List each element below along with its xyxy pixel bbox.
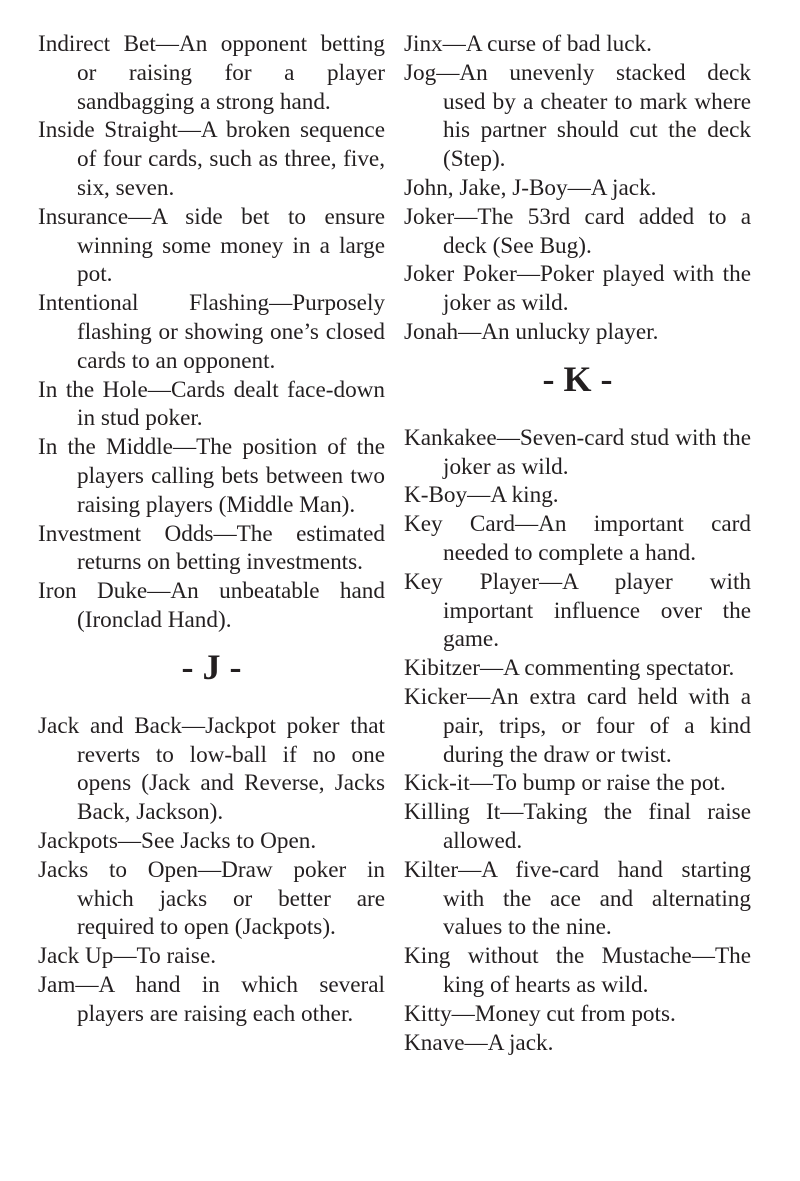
em-dash-separator: — [458, 318, 482, 345]
glossary-entry [38, 942, 385, 971]
em-dash-separator: — [177, 117, 201, 144]
glossary-entry [404, 798, 751, 856]
right-column [404, 30, 751, 1057]
em-dash-separator: — [147, 578, 171, 605]
entry-definition: An unbeatable hand (Ironclad Hand). [77, 578, 385, 633]
em-dash-separator: — [496, 424, 520, 451]
glossary-entry [38, 289, 385, 375]
entry-definition: An opponent betting or raising for a player sandbagging a strong hand. [77, 31, 385, 115]
entry-definition: The position of the players calling bets between two raising players (Middle Man). [77, 434, 386, 518]
entry-definition: A five-card hand starting with the ace and alternating values to the nine. [443, 856, 751, 941]
entry-term: In the Middle [38, 434, 173, 461]
entry-list-k [404, 424, 751, 1058]
glossary-entry [38, 520, 385, 578]
glossary-entry [404, 942, 751, 1000]
entry-term: Jog [404, 59, 437, 86]
em-dash-separator: — [436, 59, 460, 86]
em-dash-separator: — [442, 31, 466, 57]
entry-term: Key Player [404, 568, 539, 595]
glossary-entry [38, 971, 385, 1029]
entry-definition: Poker played with the joker as wild. [443, 261, 751, 317]
entry-definition: An extra card held with a pair, trips, or four of a kind during the draw or twist. [443, 683, 751, 768]
em-dash-separator: — [567, 174, 591, 201]
entry-definition: The king of hearts as wild. [443, 943, 751, 998]
entry-definition: A player with important influence over the game. [443, 568, 752, 653]
entry-term: K-Boy [404, 482, 468, 509]
entry-term: Kitty [404, 1000, 452, 1027]
entry-list-j [38, 712, 385, 1029]
glossary-entry [404, 769, 751, 798]
entry-term: Kankakee [404, 424, 497, 451]
entry-term: Kilter [404, 856, 459, 883]
em-dash-separator: — [147, 376, 171, 403]
entry-term: Kicker [404, 683, 468, 710]
entry-term: Jack and Back [38, 712, 182, 739]
glossary-entry [404, 260, 751, 318]
em-dash-separator: — [128, 203, 152, 230]
entry-definition: A jack. [487, 1029, 554, 1056]
entry-definition: A commenting spectator. [503, 655, 735, 682]
entry-term: King without the Mustache [404, 943, 692, 970]
em-dash-separator: — [469, 770, 493, 797]
entry-term: Jam [38, 971, 76, 998]
glossary-entry [38, 203, 385, 289]
entry-definition: An unevenly stacked deck used by a cheater to mark where his partner should cut the deck (Step). [443, 59, 751, 173]
entry-term: In the Hole [38, 376, 148, 403]
glossary-entry [38, 712, 385, 827]
entry-term: John, Jake, J-Boy [404, 174, 568, 201]
entry-definition: To raise. [136, 943, 217, 970]
em-dash-separator: — [269, 290, 293, 317]
glossary-entry [404, 568, 751, 654]
em-dash-separator: — [117, 827, 142, 854]
entry-definition: A hand in which several players are raising each other. [77, 971, 385, 1027]
em-dash-separator: — [691, 943, 715, 970]
entry-term: Joker Poker [404, 261, 517, 288]
glossary-entry [404, 424, 751, 482]
entry-definition: See Jacks to Open. [141, 827, 317, 854]
em-dash-separator: — [213, 520, 237, 547]
glossary-entry [38, 433, 385, 519]
em-dash-separator: — [75, 971, 99, 998]
em-dash-separator: — [451, 1000, 475, 1027]
em-dash-separator: — [113, 943, 137, 970]
em-dash-separator: — [467, 683, 491, 710]
entry-definition: Money cut from pots. [474, 1000, 676, 1027]
entry-term: Inside Straight [38, 117, 178, 144]
em-dash-separator: — [172, 434, 197, 461]
entry-definition: A jack. [590, 174, 657, 201]
glossary-entry [404, 683, 751, 769]
em-dash-separator: — [538, 568, 563, 595]
entry-definition: An important card needed to complete a hand. [443, 511, 751, 566]
entry-term: Insurance [38, 203, 129, 230]
glossary-entry [404, 481, 751, 510]
entry-term: Jack Up [38, 943, 114, 970]
entry-definition: A broken sequence of four cards, such as three, five, six, seven. [77, 117, 386, 201]
section-heading-k: - K - [542, 358, 613, 399]
glossary-entry [404, 59, 751, 174]
glossary-entry [404, 654, 751, 683]
em-dash-separator: — [500, 799, 524, 826]
glossary-entry [38, 30, 385, 116]
entry-definition: The 53rd card added to a deck (See Bug). [443, 203, 751, 259]
glossary-entry [38, 577, 385, 635]
em-dash-separator: — [467, 482, 491, 509]
entry-definition: The estimated returns on betting investments. [77, 520, 385, 576]
em-dash-separator: — [197, 856, 222, 883]
glossary-entry [38, 856, 385, 942]
entry-term: Indirect Bet [38, 31, 156, 57]
section-heading-j: - J - [181, 646, 242, 687]
entry-term: Jackpots [38, 827, 118, 854]
em-dash-separator: — [479, 655, 504, 682]
entry-list-j-continued [404, 30, 751, 347]
entry-definition: Draw poker in which jacks or better are required to open (Jackpots). [77, 856, 385, 941]
entry-definition: Purposely flashing or showing one’s closed cards to an opponent. [77, 290, 385, 374]
entry-term: Investment Odds [38, 520, 214, 547]
entry-term: Kibitzer [404, 655, 480, 682]
entry-definition: A side bet to ensure winning some money in a large pot. [77, 203, 385, 288]
entry-list-i [38, 30, 385, 635]
glossary-entry [404, 174, 751, 203]
entry-term: Kick-it [404, 770, 470, 797]
entry-definition: A curse of bad luck. [465, 31, 652, 57]
glossary-entry [404, 318, 751, 347]
entry-term: Jinx [404, 31, 443, 57]
entry-term: Knave [404, 1029, 465, 1056]
glossary-entry [404, 856, 751, 942]
entry-definition: Taking the final raise allowed. [443, 799, 751, 854]
entry-definition: Jackpot poker that reverts to low-ball if no one opens (Jack and Reverse, Jacks Back, Jackson). [77, 712, 385, 826]
glossary-entry [38, 116, 385, 202]
em-dash-separator: — [155, 31, 179, 57]
glossary-entry [404, 30, 751, 59]
entry-definition: Cards dealt face-down in stud poker. [77, 376, 385, 432]
entry-definition: To bump or raise the pot. [492, 770, 726, 797]
glossary-entry [404, 510, 751, 568]
entry-definition: Seven-card stud with the joker as wild. [443, 424, 751, 480]
em-dash-separator: — [464, 1029, 488, 1056]
entry-definition: An unlucky player. [481, 318, 659, 345]
entry-term: Key Card [404, 511, 515, 538]
entry-term: Killing It [404, 799, 501, 826]
em-dash-separator: — [514, 511, 539, 538]
left-column [38, 30, 385, 1029]
glossary-entry [404, 1029, 751, 1058]
entry-definition: A king. [490, 482, 559, 509]
entry-term: Intentional Flashing [38, 290, 270, 317]
glossary-entry [38, 827, 385, 856]
em-dash-separator: — [516, 261, 541, 288]
em-dash-separator: — [181, 712, 206, 739]
entry-term: Joker [404, 203, 455, 230]
em-dash-separator: — [454, 203, 478, 230]
entry-term: Iron Duke [38, 578, 148, 605]
glossary-entry [404, 203, 751, 261]
em-dash-separator: — [458, 856, 482, 883]
entry-term: Jonah [404, 318, 459, 345]
entry-term: Jacks to Open [38, 856, 198, 883]
glossary-entry [404, 1000, 751, 1029]
glossary-entry [38, 376, 385, 434]
